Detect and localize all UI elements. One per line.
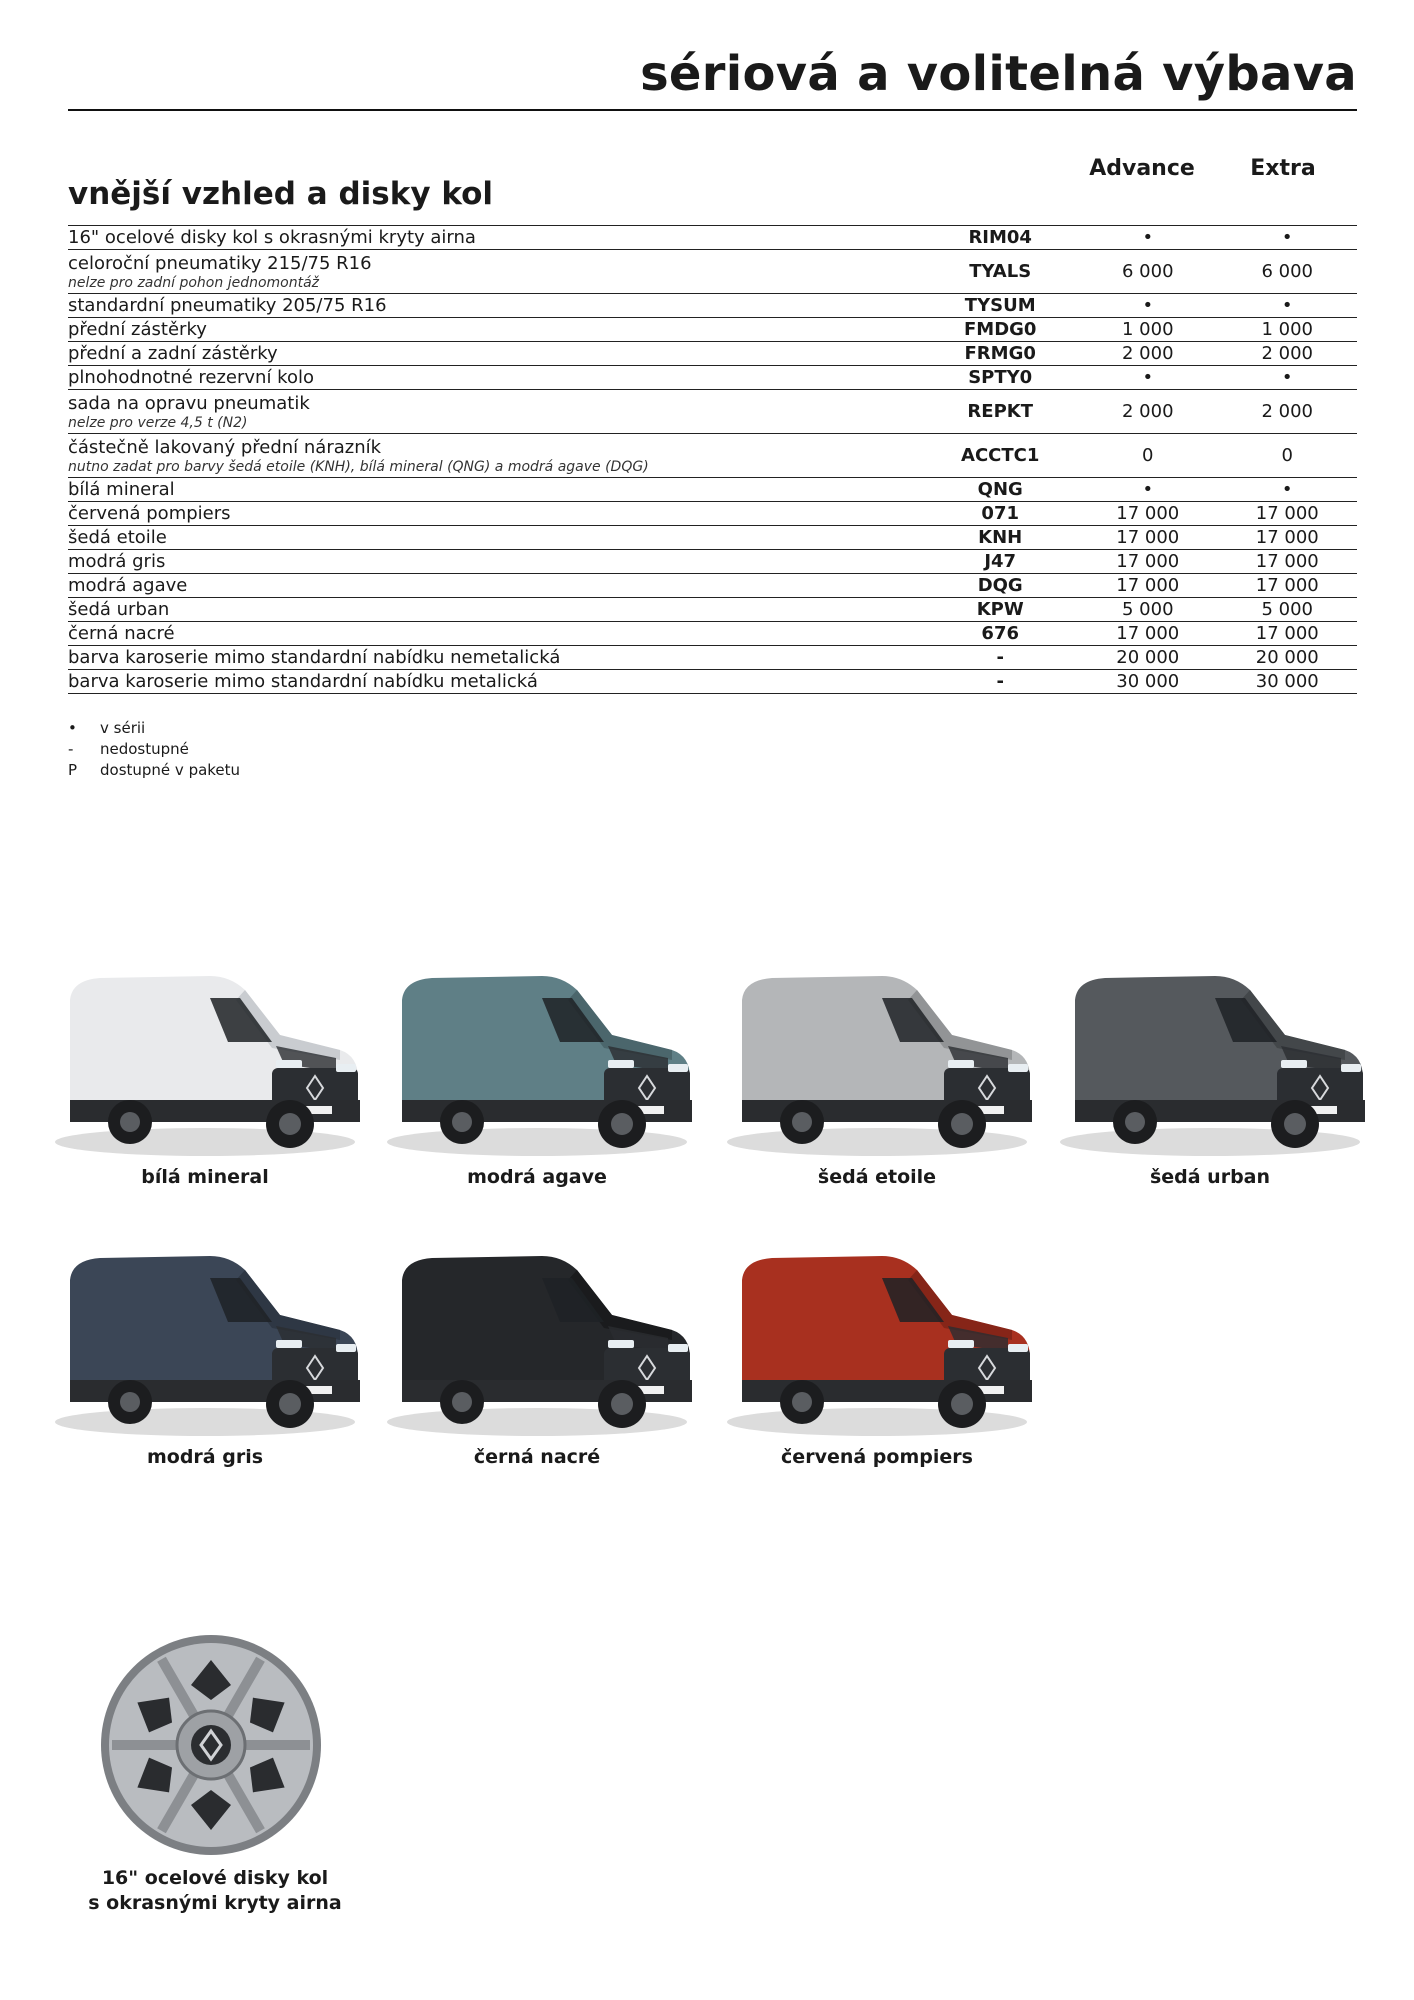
row-name: plnohodnotné rezervní kolo [68, 366, 314, 388]
table-row [68, 574, 1357, 598]
row-advance-price: • [1142, 478, 1154, 500]
row-advance-price: • [1142, 366, 1154, 388]
table-row [68, 478, 1357, 502]
van-color-card [40, 1240, 370, 1468]
row-extra-price: 2 000 [1261, 400, 1313, 422]
table-row [68, 318, 1357, 342]
table-row [68, 670, 1357, 694]
row-code: ACCTC1 [961, 444, 1040, 466]
row-name: modrá agave [68, 574, 188, 596]
table-row [68, 646, 1357, 670]
table-row [68, 598, 1357, 622]
row-code: TYALS [969, 260, 1032, 282]
column-header-extra: Extra [1250, 156, 1316, 181]
row-code: J47 [984, 550, 1017, 572]
legend-text: v sérii [100, 719, 146, 737]
column-header-advance: Advance [1089, 156, 1195, 181]
row-name: černá nacré [68, 622, 175, 644]
row-name: modrá gris [68, 550, 166, 572]
table-row [68, 622, 1357, 646]
row-code: FRMG0 [964, 342, 1036, 364]
row-advance-price: 5 000 [1121, 598, 1174, 620]
table-row [68, 390, 1357, 434]
van-color-label: šedá urban [1149, 1166, 1271, 1188]
row-name: částečně lakovaný přední nárazník [68, 436, 382, 458]
row-extra-price: 30 000 [1255, 670, 1319, 692]
table-row [68, 550, 1357, 574]
row-name-cell [68, 574, 922, 598]
legend-symbol: • [68, 719, 77, 737]
row-code: QNG [977, 478, 1023, 500]
row-code: 071 [981, 502, 1019, 524]
row-code: KPW [976, 598, 1024, 620]
row-name-cell [68, 478, 922, 502]
row-extra-price: 0 [1281, 444, 1293, 466]
van-color-label: červená pompiers [781, 1446, 973, 1468]
row-name-cell [68, 598, 922, 622]
row-name: šedá etoile [68, 526, 167, 548]
row-name: přední zástěrky [68, 318, 207, 340]
row-name-cell [68, 434, 922, 478]
van-color-card [372, 960, 702, 1188]
row-advance-price: 20 000 [1116, 646, 1180, 668]
row-extra-price: • [1281, 294, 1293, 316]
row-code: FMDG0 [963, 318, 1037, 340]
row-name: celoroční pneumatiky 215/75 R16 [68, 252, 372, 274]
van-image [372, 960, 702, 1160]
row-name: přední a zadní zástěrky [68, 342, 278, 364]
van-color-card [712, 1240, 1042, 1468]
row-note: nutno zadat pro barvy šedá etoile (KNH), bílá mineral (QNG) a modrá agave (DQG) [68, 458, 649, 475]
row-name: šedá urban [68, 598, 170, 620]
row-name-cell [68, 226, 922, 250]
row-name: standardní pneumatiky 205/75 R16 [68, 294, 387, 316]
row-code: TYSUM [964, 294, 1036, 316]
row-name-cell [68, 366, 922, 390]
row-name-cell [68, 294, 922, 318]
table-row [68, 250, 1357, 294]
row-code: KNH [978, 526, 1023, 548]
van-image [372, 1240, 702, 1440]
van-color-label: modrá gris [146, 1446, 264, 1468]
van-color-label: modrá agave [467, 1166, 607, 1188]
table-row [68, 366, 1357, 390]
row-name-cell [68, 670, 922, 694]
legend-item [68, 760, 240, 781]
row-extra-price: 2 000 [1261, 342, 1313, 364]
van-color-label: bílá mineral [141, 1166, 269, 1188]
row-name-cell [68, 646, 922, 670]
wheel-caption-line: s okrasnými kryty airna [88, 1892, 342, 1914]
row-name-cell [68, 502, 922, 526]
legend-item [68, 718, 240, 739]
table-row [68, 226, 1357, 250]
page-title: sériová a volitelná výbava [640, 46, 1357, 102]
legend [68, 718, 240, 781]
row-name: bílá mineral [68, 478, 175, 500]
legend-symbol: - [68, 740, 74, 758]
van-image [40, 960, 370, 1160]
row-extra-price: • [1281, 478, 1293, 500]
legend-symbol: P [68, 761, 78, 779]
row-extra-price: • [1281, 226, 1293, 248]
row-extra-price: • [1281, 366, 1293, 388]
van-image [712, 960, 1042, 1160]
row-advance-price: 17 000 [1116, 502, 1180, 524]
row-name-cell [68, 250, 922, 294]
row-code: SPTY0 [968, 366, 1033, 388]
table-row [68, 342, 1357, 366]
row-name-cell [68, 342, 922, 366]
row-code: 676 [981, 622, 1019, 644]
row-code: REPKT [967, 400, 1033, 422]
row-extra-price: 1 000 [1261, 318, 1313, 340]
row-extra-price: 17 000 [1255, 526, 1319, 548]
row-name-cell [68, 550, 922, 574]
row-extra-price: 17 000 [1255, 574, 1319, 596]
row-advance-price: 2 000 [1121, 342, 1174, 364]
row-name: barva karoserie mimo standardní nabídku metalická [68, 670, 538, 692]
row-extra-price: 6 000 [1261, 260, 1313, 282]
equipment-table [68, 225, 1357, 694]
row-advance-price: • [1142, 294, 1154, 316]
row-code: - [996, 670, 1004, 692]
row-advance-price: 17 000 [1116, 550, 1180, 572]
table-row [68, 294, 1357, 318]
row-name-cell [68, 622, 922, 646]
van-image [712, 1240, 1042, 1440]
row-extra-price: 17 000 [1255, 550, 1319, 572]
table-row [68, 434, 1357, 478]
row-name: 16" ocelové disky kol s okrasnými kryty airna [68, 226, 476, 248]
title-divider [68, 109, 1357, 111]
row-code: DQG [977, 574, 1023, 596]
row-note: nelze pro zadní pohon jednomontáž [68, 274, 320, 291]
van-color-card [712, 960, 1042, 1188]
row-note: nelze pro verze 4,5 t (N2) [68, 414, 248, 431]
row-advance-price: 2 000 [1121, 400, 1174, 422]
van-image [40, 1240, 370, 1440]
row-code: RIM04 [968, 226, 1032, 248]
row-extra-price: 17 000 [1255, 502, 1319, 524]
wheel-cover-image [96, 1630, 326, 1864]
van-image [1045, 960, 1375, 1160]
row-advance-price: 17 000 [1116, 574, 1180, 596]
legend-text: nedostupné [100, 740, 189, 758]
row-advance-price: 30 000 [1116, 670, 1180, 692]
row-code: - [996, 646, 1004, 668]
van-color-label: černá nacré [473, 1446, 601, 1468]
row-name: barva karoserie mimo standardní nabídku nemetalická [68, 646, 561, 668]
wheel-cover-caption [60, 1866, 370, 1916]
row-extra-price: 20 000 [1255, 646, 1319, 668]
van-color-card [372, 1240, 702, 1468]
row-advance-price: 6 000 [1121, 260, 1174, 282]
legend-text: dostupné v paketu [100, 761, 241, 779]
legend-item [68, 739, 240, 760]
row-advance-price: 17 000 [1116, 622, 1180, 644]
table-row [68, 502, 1357, 526]
row-advance-price: 1 000 [1121, 318, 1174, 340]
row-advance-price: 0 [1142, 444, 1154, 466]
row-name: sada na opravu pneumatik [68, 392, 310, 414]
section-title: vnější vzhled a disky kol [68, 176, 494, 212]
van-color-label: šedá etoile [817, 1166, 937, 1188]
van-color-card [1045, 960, 1375, 1188]
row-advance-price: • [1142, 226, 1154, 248]
row-name-cell [68, 526, 922, 550]
row-name: červená pompiers [68, 502, 231, 524]
row-name-cell [68, 390, 922, 434]
row-extra-price: 5 000 [1261, 598, 1313, 620]
row-advance-price: 17 000 [1116, 526, 1180, 548]
row-name-cell [68, 318, 922, 342]
table-row [68, 526, 1357, 550]
wheel-caption-line: 16" ocelové disky kol [101, 1867, 329, 1889]
row-extra-price: 17 000 [1255, 622, 1319, 644]
van-color-card [40, 960, 370, 1188]
